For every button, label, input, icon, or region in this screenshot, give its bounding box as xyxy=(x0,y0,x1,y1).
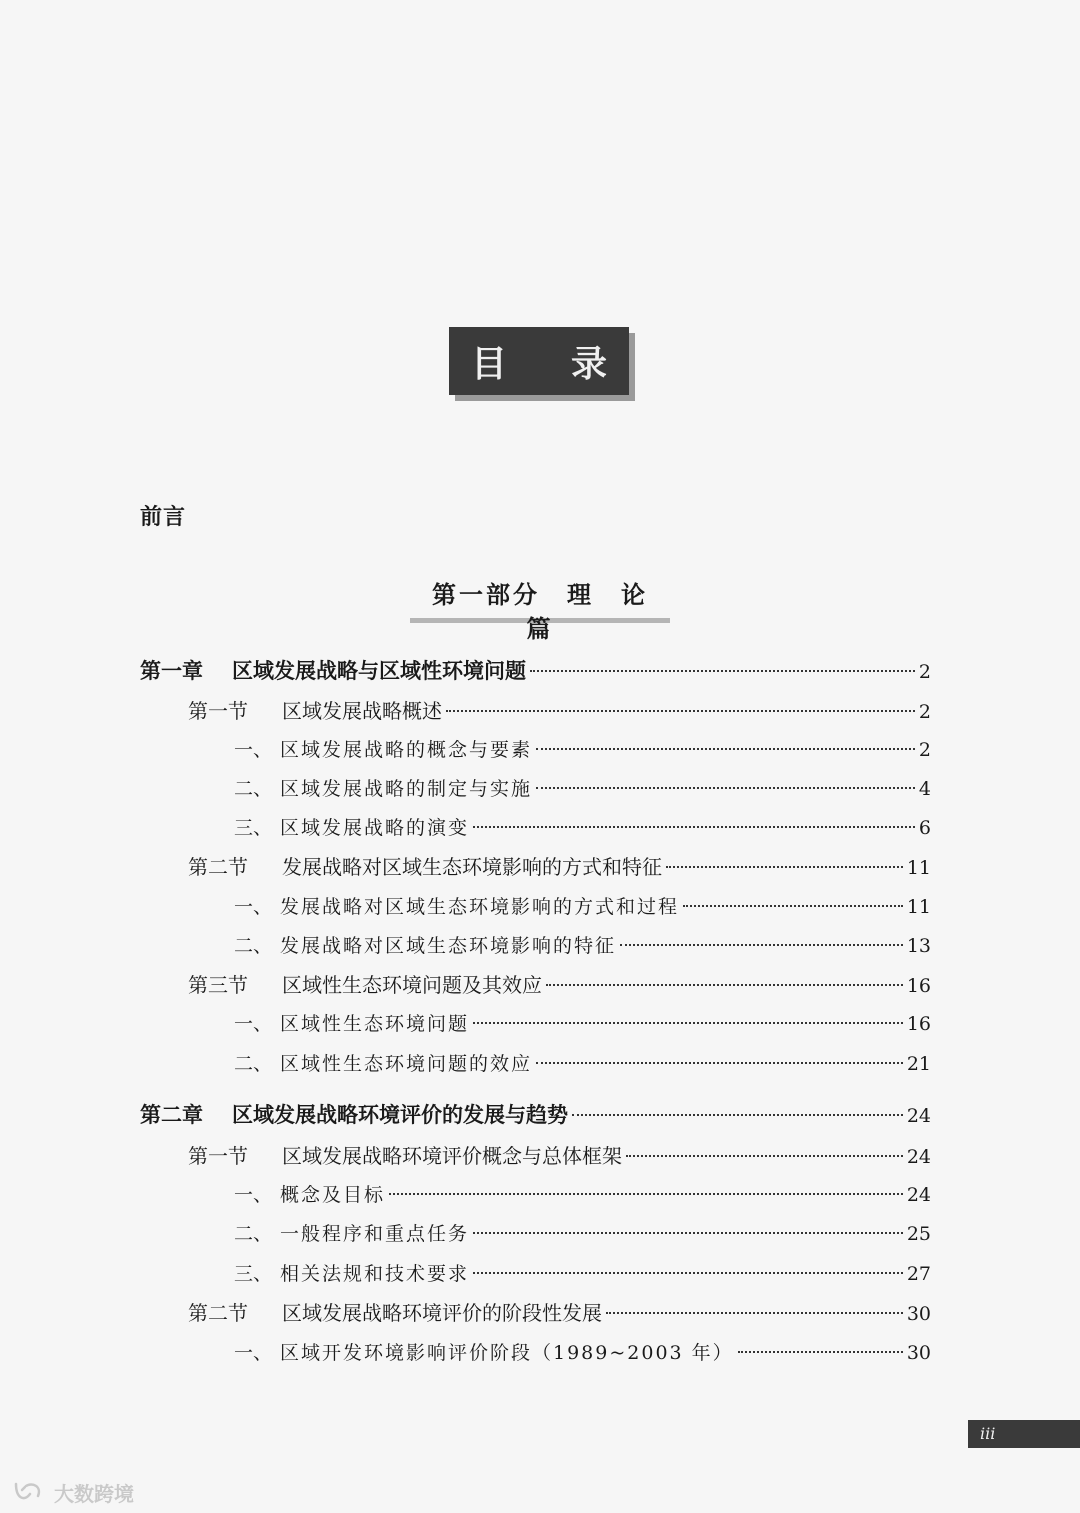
toc-entry-number: 三、 xyxy=(234,1263,273,1285)
toc-entry-number: 第三节 xyxy=(188,973,248,997)
toc-section-row xyxy=(188,697,931,725)
toc-title-box xyxy=(449,327,629,395)
toc-leader-dots xyxy=(620,944,903,946)
toc-entry-number: 一、 xyxy=(234,1342,273,1364)
page-number-bar xyxy=(968,1420,1080,1448)
toc-entry-title: 区域性生态环境问题及其效应 xyxy=(282,973,542,997)
toc-page-number: 16 xyxy=(906,1013,931,1035)
toc-item-row xyxy=(234,736,931,764)
toc-title-char-1: 目 xyxy=(471,342,508,385)
toc-entry-number: 第二节 xyxy=(188,1301,248,1325)
toc-page-number: 16 xyxy=(906,975,931,997)
toc-item-row xyxy=(234,1220,931,1248)
toc-entry-title: 发展战略对区域生态环境影响的方式和过程 xyxy=(280,896,680,918)
toc-entry-title: 区域发展战略的演变 xyxy=(280,817,470,839)
toc-entry-title: 区域性生态环境问题 xyxy=(280,1013,470,1035)
toc-item-row xyxy=(234,814,931,842)
toc-leader-dots xyxy=(473,1022,903,1024)
toc-entry-title: 区域发展战略的制定与实施 xyxy=(280,778,533,800)
toc-leader-dots xyxy=(536,1062,903,1064)
toc-item-row xyxy=(234,775,931,803)
toc-page-number: 24 xyxy=(906,1184,931,1206)
toc-section-row xyxy=(188,1299,931,1327)
toc-entry-number: 一、 xyxy=(234,1013,273,1035)
toc-entry-title: 发展战略对区域生态环境影响的特征 xyxy=(280,935,617,957)
toc-leader-dots xyxy=(683,905,903,907)
toc-leader-dots xyxy=(546,984,903,986)
toc-page-number: 2 xyxy=(918,739,931,761)
toc-page-number: 24 xyxy=(906,1146,931,1168)
toc-leader-dots xyxy=(530,670,915,672)
toc-entry-title: 一般程序和重点任务 xyxy=(280,1223,470,1245)
toc-title-char-2: 录 xyxy=(570,342,607,385)
toc-entry-number: 一、 xyxy=(234,896,273,918)
toc-entry-number: 第二章 xyxy=(140,1102,203,1127)
toc-entry-number: 一、 xyxy=(234,739,273,761)
toc-entry-number: 二、 xyxy=(234,935,273,957)
toc-item-row xyxy=(234,1339,931,1367)
toc-entry-number: 三、 xyxy=(234,817,273,839)
toc-chapter-row xyxy=(140,657,931,685)
preface-heading: 前言 xyxy=(140,504,187,530)
toc-page-number: 24 xyxy=(906,1105,931,1127)
toc-section-row xyxy=(188,853,931,881)
toc-leader-dots xyxy=(536,748,915,750)
toc-entry-title: 区域性生态环境问题的效应 xyxy=(280,1053,533,1075)
toc-entry-number: 二、 xyxy=(234,778,273,800)
toc-entry-number: 二、 xyxy=(234,1053,273,1075)
toc-item-row xyxy=(234,932,931,960)
toc-page-number: 2 xyxy=(918,701,931,723)
toc-entry-number: 一、 xyxy=(234,1184,273,1206)
toc-entry-number: 第一节 xyxy=(188,1144,248,1168)
toc-entry-title: 发展战略对区域生态环境影响的方式和特征 xyxy=(282,855,662,879)
toc-leader-dots xyxy=(473,826,915,828)
toc-entry-title: 区域开发环境影响评价阶段（1989~2003 年） xyxy=(280,1342,734,1364)
toc-item-row xyxy=(234,1050,931,1078)
toc-leader-dots xyxy=(473,1272,903,1274)
toc-entry-title: 区域发展战略的概念与要素 xyxy=(280,739,533,761)
toc-chapter-row xyxy=(140,1101,931,1129)
toc-section-row xyxy=(188,1142,931,1170)
toc-page-number: 30 xyxy=(906,1303,931,1325)
toc-entry-title: 区域发展战略环境评价的阶段性发展 xyxy=(282,1301,602,1325)
toc-entry-title: 区域发展战略环境评价的发展与趋势 xyxy=(232,1102,568,1127)
toc-entry-number: 第一章 xyxy=(140,658,203,683)
toc-entry-number: 第二节 xyxy=(188,855,248,879)
toc-leader-dots xyxy=(473,1232,903,1234)
toc-item-row xyxy=(234,1181,931,1209)
toc-page-number: 25 xyxy=(906,1223,931,1245)
toc-entry-title: 区域发展战略与区域性环境问题 xyxy=(232,658,526,683)
toc-leader-dots xyxy=(738,1351,903,1353)
toc-page-number: 11 xyxy=(906,857,931,879)
toc-leader-dots xyxy=(536,787,915,789)
toc-page-number: 30 xyxy=(906,1342,931,1364)
watermark-text: 大数跨境 xyxy=(54,1481,134,1506)
toc-page-number: 27 xyxy=(906,1263,931,1285)
toc-section-row xyxy=(188,971,931,999)
toc-page-number: 11 xyxy=(906,896,931,918)
toc-leader-dots xyxy=(389,1193,903,1195)
part-title: 第一部分 理 论 篇 xyxy=(410,578,670,623)
toc-page-number: 2 xyxy=(918,661,931,683)
watermark-logo-icon xyxy=(12,1480,46,1504)
toc-entry-title: 概念及目标 xyxy=(280,1184,386,1206)
toc-item-row xyxy=(234,1260,931,1288)
toc-entry-number: 第一节 xyxy=(188,699,248,723)
toc-leader-dots xyxy=(446,710,915,712)
toc-item-row xyxy=(234,1010,931,1038)
toc-entry-title: 区域发展战略概述 xyxy=(282,699,442,723)
toc-item-row xyxy=(234,893,931,921)
toc-page-number: 13 xyxy=(906,935,931,957)
watermark xyxy=(12,1478,134,1506)
toc-leader-dots xyxy=(626,1155,903,1157)
toc-leader-dots xyxy=(606,1312,903,1314)
toc-leader-dots xyxy=(666,866,903,868)
toc-entry-title: 区域发展战略环境评价概念与总体框架 xyxy=(282,1144,622,1168)
toc-leader-dots xyxy=(572,1114,903,1116)
toc-page-number: 4 xyxy=(918,778,931,800)
toc-page-number: 21 xyxy=(906,1053,931,1075)
toc-entry-number: 二、 xyxy=(234,1223,273,1245)
page-number: iii xyxy=(980,1424,996,1443)
toc-page-number: 6 xyxy=(918,817,931,839)
toc-entry-title: 相关法规和技术要求 xyxy=(280,1263,470,1285)
